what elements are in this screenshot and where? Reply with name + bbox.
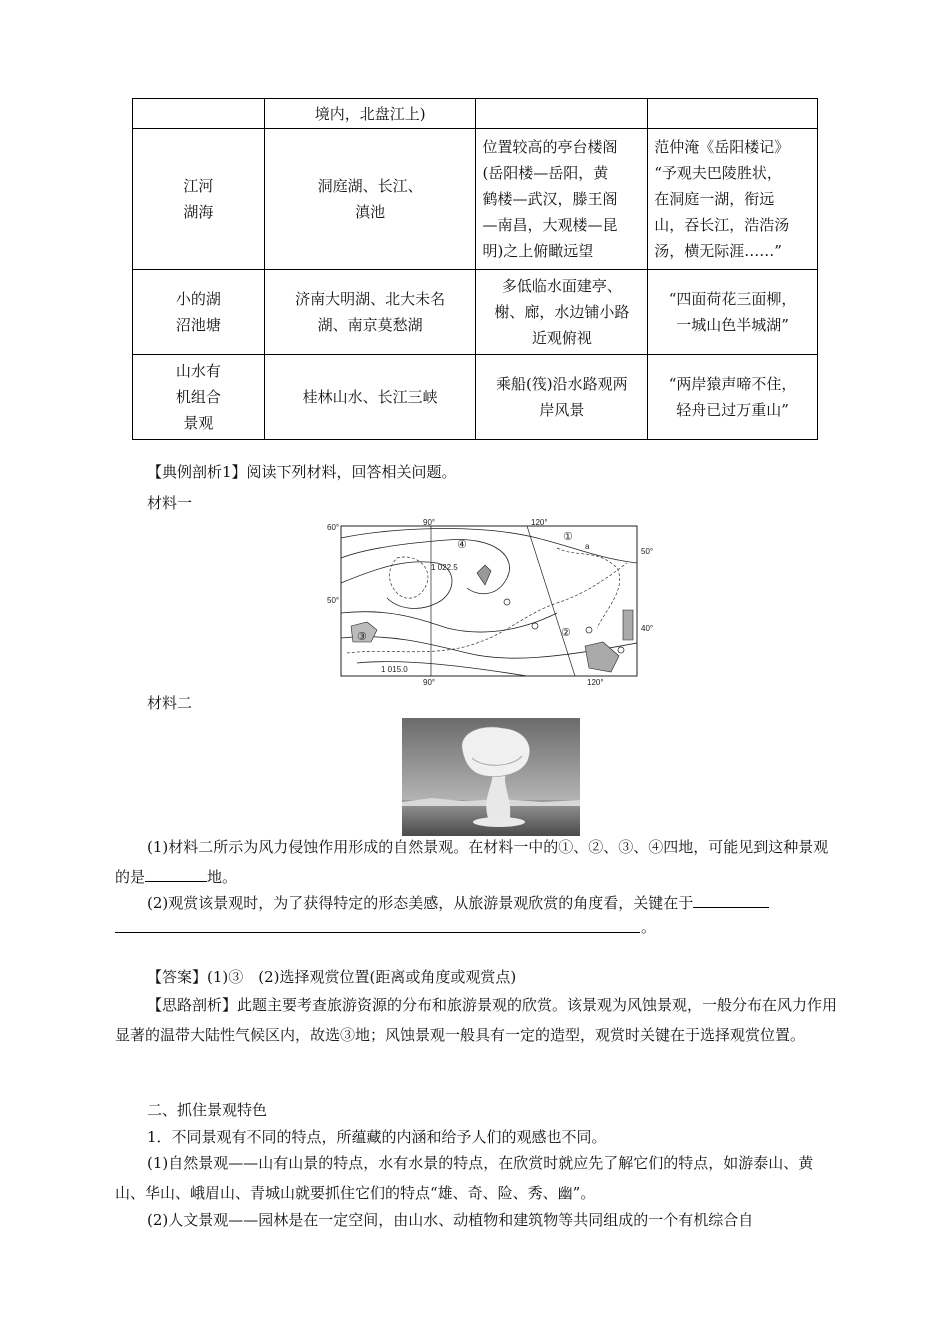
question-2-period: 。: [641, 918, 657, 936]
map-marker-1: ①: [563, 531, 573, 543]
table-row: [133, 129, 818, 270]
table-row: [133, 99, 818, 129]
map-lon-label: 120°: [587, 678, 604, 687]
map-pressure-label: 1 022.5: [431, 563, 458, 572]
answer-text: 【答案】(1)③ (2)选择观赏位置(距离或角度或观赏点): [147, 968, 517, 986]
map-marker-a: a: [585, 542, 590, 551]
table-cell: 山水有 机组合 景观: [133, 355, 265, 440]
map-lon-label: 120°: [531, 518, 548, 527]
isobar-map-svg: [327, 518, 657, 688]
material-two-label: 材料二: [147, 694, 193, 712]
question-2: (2)观赏该景观时，为了获得特定的形态美感，从旅游景观欣赏的角度看，关键在于: [115, 888, 837, 918]
question-1: (1)材料二所示为风力侵蚀作用形成的自然景观。在材料一中的①、②、③、④四地，可能见到这种景观的是 地。: [115, 838, 829, 886]
map-lon-label: 90°: [423, 678, 436, 687]
table-cell: 济南大明湖、北大未名 湖、南京莫愁湖: [264, 270, 476, 355]
map-marker-3: ③: [357, 631, 367, 643]
section-paragraph: 1．不同景观有不同的特点，所蕴藏的内涵和给予人们的观感也不同。: [147, 1128, 607, 1146]
section-paragraph: (1)自然景观——山有山景的特点，水有水景的特点，在欣赏时就应先了解它们的特点，如游泰山、黄山、华山、峨眉山、青城山就要抓住它们的特点“雄、奇、险、秀、幽”。: [115, 1154, 814, 1202]
table-cell: “两岸猿声啼不住， 轻舟已过万重山”: [648, 355, 818, 440]
map-lat-label: 50°: [327, 596, 340, 605]
table-cell: 乘船(筏)沿水路观两 岸风景: [476, 355, 648, 440]
table-cell: [476, 99, 648, 129]
map-pressure-label: 1 015.0: [381, 665, 408, 674]
section-paragraph: (2)人文景观——园林是在一定空间，由山水、动植物和建筑物等共同组成的一个有机综合自: [147, 1211, 754, 1229]
table-cell: [648, 99, 818, 129]
answer-blank: [145, 863, 207, 882]
section-title: 二、抓住景观特色: [147, 1101, 268, 1119]
table-row: [133, 270, 818, 355]
table-cell: 桂林山水、长江三峡: [264, 355, 476, 440]
table-cell: 境内，北盘江上): [264, 99, 476, 129]
map-marker-4: ④: [457, 539, 467, 551]
answer-blank-line: [115, 932, 640, 933]
material-one-label: 材料一: [147, 494, 193, 512]
table-cell: 范仲淹《岳阳楼记》 “予观夫巴陵胜状， 在洞庭一湖，衔远 山，吞长江，浩浩汤 汤，横无际涯……”: [648, 129, 818, 270]
analysis-text: 【思路剖析】此题主要考查旅游资源的分布和旅游景观的欣赏。该景观为风蚀景观，一般分布在风力作用显著的温带大陆性气候区内，故选③地；风蚀景观一般具有一定的造型，观赏时关键在于选择观赏位置。: [115, 996, 838, 1044]
table-cell: “四面荷花三面柳， 一城山色半城湖”: [648, 270, 818, 355]
table-cell: 位置较高的亭台楼阁 (岳阳楼—岳阳，黄 鹤楼—武汉，滕王阁 —南昌，大观楼—昆 明)之上俯瞰远望: [476, 129, 648, 270]
table-cell: 多低临水面建亭、 榭、廊，水边铺小路 近观俯视: [476, 270, 648, 355]
map-lat-label: 60°: [327, 523, 340, 532]
answer-blank: [693, 889, 769, 908]
mushroom-rock-photo: [402, 718, 580, 836]
table-cell: 小的湖 沼池塘: [133, 270, 265, 355]
map-lon-label: 90°: [423, 518, 436, 527]
example-heading: 【典例剖析1】阅读下列材料，回答相关问题。: [147, 463, 457, 481]
table-cell: 洞庭湖、长江、 滇池: [264, 129, 476, 270]
map-lat-label: 50°: [641, 547, 654, 556]
table-cell: 江河 湖海: [133, 129, 265, 270]
table-row: [133, 355, 818, 440]
map-lat-label: 40°: [641, 624, 654, 633]
isobar-map: [327, 518, 657, 688]
mushroom-rock-illustration: [402, 718, 580, 836]
map-marker-2: ②: [561, 627, 571, 639]
table-cell: [133, 99, 265, 129]
scenery-table: [132, 98, 818, 440]
